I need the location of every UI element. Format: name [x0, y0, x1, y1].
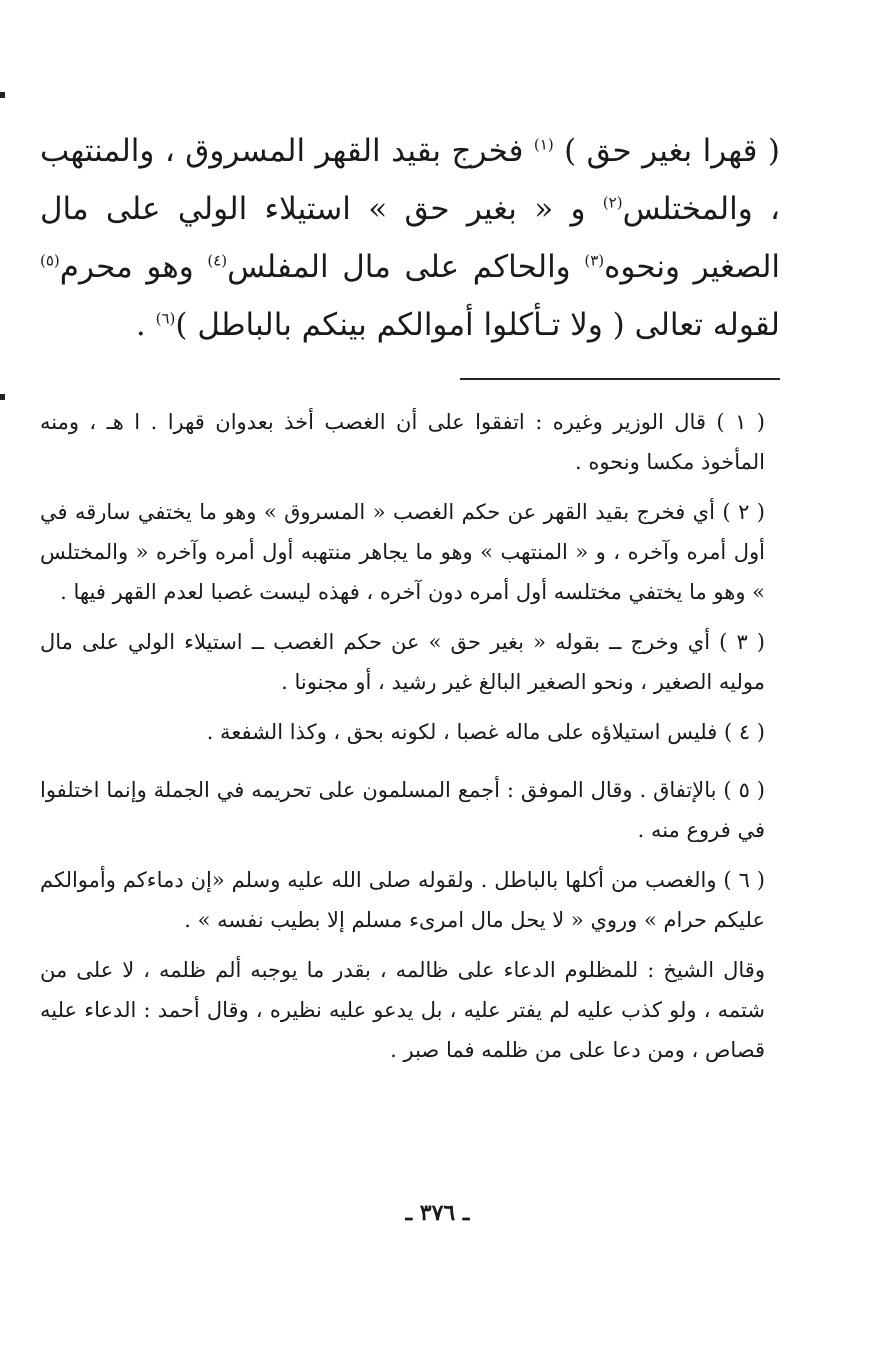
closing-paragraph: وقال الشيخ : للمظلوم الدعاء على ظالمه ، بقدر ما يوجبه ألم ظلمه ، لا على من شتمه ، ولو كذب عليه لم يفتر عليه ، بل يدعو عليه نظيره ، وقال أحمد : الدعاء عليه قصاص ، ومن دعا على من ظلمه فما صبر . — [40, 958, 765, 1062]
footnote-ref-4: (٤) — [207, 251, 228, 270]
footnotes — [40, 402, 765, 1080]
footnote-3: ( ٣ ) أي وخرج ــ بقوله « بغير حق » عن حكم الغصب ــ استيلاء الولي على مال موليه الصغير ، ونحو الصغير البالغ غير رشيد ، أو مجنونا . — [40, 630, 765, 694]
main-text-segment: . — [135, 307, 156, 343]
footnote-ref-6: (٦) — [155, 309, 176, 328]
footnote-separator — [460, 378, 780, 380]
main-text-segment: لقوله تعالى ( ولا تـأكلوا أموالكم بينكم بالباطل ) — [175, 307, 780, 343]
footnote-ref-5: (٥) — [40, 251, 60, 270]
footnote-5: ( ٥ ) بالإتفاق . وقال الموفق : أجمع المسلمون على تحريمه في الجملة وإنما اختلفوا في فروع منه . — [40, 778, 765, 842]
footnote-6: ( ٦ ) والغصب من أكلها بالباطل . ولقوله صلى الله عليه وسلم «إن دماءكم وأموالكم عليكم حرام » وروي « لا يحل مال امرىء مسلم إلا بطيب نفسه » . — [40, 868, 765, 932]
scan-edge-mark — [0, 394, 5, 400]
main-text-segment: و « بغير حق » استيلاء الولي على مال الصغير ونحوه — [40, 191, 780, 285]
footnote-ref-3: (٣) — [584, 251, 605, 270]
footnote-ref-1: (١) — [533, 135, 554, 154]
page-number: ـ ٣٧٦ ـ — [405, 1200, 470, 1226]
main-text — [40, 122, 780, 354]
main-text-segment: ( قهرا بغير حق ) — [553, 133, 781, 169]
footnote-2: ( ٢ ) أي فخرج بقيد القهر عن حكم الغصب « المسروق » وهو ما يختفي سارقه في أول أمره وآخره ، و « المنتهب » وهو ما يجاهر منتهبه أول أمره وآخره « والمختلس » وهو ما يختفي مختلسه أول أمره دون آخره ، فهذه ليست غصبا لعدم القهر فيها . — [40, 500, 765, 604]
main-text-segment: والحاكم على مال المفلس — [227, 249, 585, 285]
main-text-segment: فخرج بقيد القهر المسروق ، والمنتهب ، والمختلس — [40, 133, 780, 227]
footnote-4: ( ٤ ) فليس استيلاؤه على ماله غصبا ، لكونه بحق ، وكذا الشفعة . — [206, 720, 765, 744]
footnote-1: ( ١ ) قال الوزير وغيره : اتفقوا على أن الغصب أخذ بعدوان قهرا . ا هـ ، ومنه المأخوذ مكسا ونحوه . — [40, 410, 765, 474]
scan-edge-mark — [0, 92, 5, 98]
footnote-ref-2: (٢) — [602, 193, 623, 212]
main-text-segment: وهو محرم — [59, 249, 208, 285]
